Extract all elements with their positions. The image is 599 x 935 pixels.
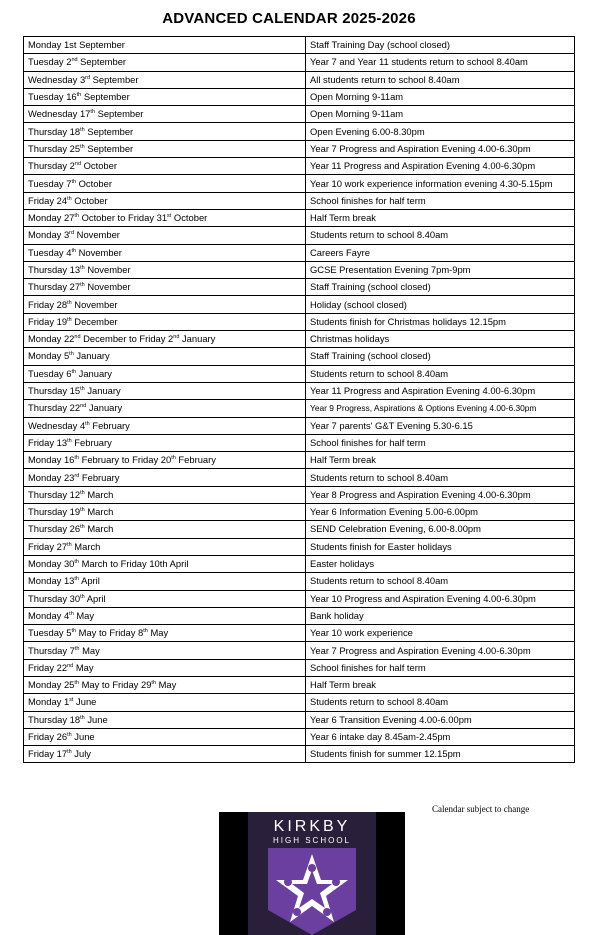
event-cell: Year 7 Progress and Aspiration Evening 4.00-6.30pm bbox=[306, 642, 575, 659]
event-cell: Year 10 Progress and Aspiration Evening 4.00-6.30pm bbox=[306, 590, 575, 607]
table-row bbox=[24, 209, 575, 226]
date-cell: Tuesday 2nd September bbox=[24, 54, 306, 71]
logo-school-subtitle: HIGH SCHOOL bbox=[272, 836, 351, 845]
date-cell: Wednesday 3rd September bbox=[24, 71, 306, 88]
event-cell: SEND Celebration Evening, 6.00-8.00pm bbox=[306, 521, 575, 538]
table-row bbox=[24, 746, 575, 763]
date-cell: Thursday 22nd January bbox=[24, 400, 306, 417]
event-cell: Students finish for Christmas holidays 12.15pm bbox=[306, 313, 575, 330]
date-cell: Thursday 25th September bbox=[24, 140, 306, 157]
event-cell: School finishes for half term bbox=[306, 659, 575, 676]
date-cell: Thursday 19th March bbox=[24, 504, 306, 521]
date-cell: Thursday 18th September bbox=[24, 123, 306, 140]
event-cell: School finishes for half term bbox=[306, 192, 575, 209]
date-cell: Tuesday 16th September bbox=[24, 88, 306, 105]
date-cell: Monday 1st June bbox=[24, 694, 306, 711]
event-cell: Students finish for Easter holidays bbox=[306, 538, 575, 555]
date-cell: Thursday 15th January bbox=[24, 382, 306, 399]
event-cell: Year 6 Information Evening 5.00-6.00pm bbox=[306, 504, 575, 521]
date-cell: Monday 22nd December to Friday 2nd January bbox=[24, 331, 306, 348]
date-cell: Friday 27th March bbox=[24, 538, 306, 555]
table-row bbox=[24, 469, 575, 486]
table-row bbox=[24, 106, 575, 123]
event-cell: Year 9 Progress, Aspirations & Options Evening 4.00-6.30pm bbox=[306, 400, 575, 417]
table-row bbox=[24, 175, 575, 192]
date-cell: Tuesday 7th October bbox=[24, 175, 306, 192]
event-cell: Half Term break bbox=[306, 676, 575, 693]
table-row bbox=[24, 348, 575, 365]
table-row bbox=[24, 504, 575, 521]
event-cell: Half Term break bbox=[306, 452, 575, 469]
table-row bbox=[24, 711, 575, 728]
event-cell: Staff Training (school closed) bbox=[306, 279, 575, 296]
table-row bbox=[24, 71, 575, 88]
table-row bbox=[24, 694, 575, 711]
date-cell: Thursday 13th November bbox=[24, 261, 306, 278]
event-cell: Year 7 and Year 11 students return to school 8.40am bbox=[306, 54, 575, 71]
date-cell: Monday 5th January bbox=[24, 348, 306, 365]
event-cell: Students return to school 8.40am bbox=[306, 227, 575, 244]
date-cell: Friday 17th July bbox=[24, 746, 306, 763]
event-cell: Students finish for summer 12.15pm bbox=[306, 746, 575, 763]
event-cell: Open Evening 6.00-8.30pm bbox=[306, 123, 575, 140]
event-cell: Year 7 Progress and Aspiration Evening 4.00-6.30pm bbox=[306, 140, 575, 157]
event-cell: Year 10 work experience bbox=[306, 625, 575, 642]
date-cell: Tuesday 5th May to Friday 8th May bbox=[24, 625, 306, 642]
calendar-body bbox=[24, 37, 575, 763]
table-row bbox=[24, 452, 575, 469]
event-cell: All students return to school 8.40am bbox=[306, 71, 575, 88]
event-cell: Year 10 work experience information evening 4.30-5.15pm bbox=[306, 175, 575, 192]
date-cell: Thursday 12th March bbox=[24, 486, 306, 503]
date-cell: Monday 23rd February bbox=[24, 469, 306, 486]
date-cell: Monday 4th May bbox=[24, 607, 306, 624]
date-cell: Wednesday 4th February bbox=[24, 417, 306, 434]
table-row bbox=[24, 123, 575, 140]
date-cell: Monday 30th March to Friday 10th April bbox=[24, 555, 306, 572]
table-row bbox=[24, 244, 575, 261]
event-cell: Students return to school 8.40am bbox=[306, 365, 575, 382]
calendar-table bbox=[23, 36, 575, 763]
date-cell: Thursday 2nd October bbox=[24, 158, 306, 175]
table-row bbox=[24, 88, 575, 105]
event-cell: Year 7 parents' G&T Evening 5.30-6.15 bbox=[306, 417, 575, 434]
date-cell: Thursday 7th May bbox=[24, 642, 306, 659]
date-cell: Thursday 26th March bbox=[24, 521, 306, 538]
table-row bbox=[24, 331, 575, 348]
event-cell: School finishes for half term bbox=[306, 434, 575, 451]
table-row bbox=[24, 261, 575, 278]
page-title: ADVANCED CALENDAR 2025-2026 bbox=[162, 10, 416, 27]
date-cell: Thursday 27th November bbox=[24, 279, 306, 296]
table-row bbox=[24, 313, 575, 330]
date-cell: Friday 19th December bbox=[24, 313, 306, 330]
table-row bbox=[24, 590, 575, 607]
table-row bbox=[24, 158, 575, 175]
table-row bbox=[24, 54, 575, 71]
date-cell: Monday 13th April bbox=[24, 573, 306, 590]
table-row bbox=[24, 676, 575, 693]
event-cell: Christmas holidays bbox=[306, 331, 575, 348]
event-cell: Year 11 Progress and Aspiration Evening 4.00-6.30pm bbox=[306, 382, 575, 399]
school-logo bbox=[219, 812, 405, 935]
logo-school-name: KIRKBY bbox=[273, 818, 351, 835]
event-cell: Holiday (school closed) bbox=[306, 296, 575, 313]
event-cell: Year 6 intake day 8.45am-2.45pm bbox=[306, 728, 575, 745]
date-cell: Monday 1st September bbox=[24, 37, 306, 54]
table-row bbox=[24, 555, 575, 572]
date-cell: Thursday 30th April bbox=[24, 590, 306, 607]
date-cell: Friday 26th June bbox=[24, 728, 306, 745]
table-row bbox=[24, 538, 575, 555]
event-cell: Students return to school 8.40am bbox=[306, 573, 575, 590]
table-row bbox=[24, 192, 575, 209]
date-cell: Tuesday 4th November bbox=[24, 244, 306, 261]
event-cell: Easter holidays bbox=[306, 555, 575, 572]
date-cell: Monday 25th May to Friday 29th May bbox=[24, 676, 306, 693]
table-row bbox=[24, 486, 575, 503]
date-cell: Friday 24th October bbox=[24, 192, 306, 209]
date-cell: Friday 22nd May bbox=[24, 659, 306, 676]
event-cell: Bank holiday bbox=[306, 607, 575, 624]
table-row bbox=[24, 625, 575, 642]
table-row bbox=[24, 728, 575, 745]
table-row bbox=[24, 382, 575, 399]
date-cell: Monday 3rd November bbox=[24, 227, 306, 244]
disclaimer-note: Calendar subject to change bbox=[432, 804, 530, 814]
event-cell: Students return to school 8.40am bbox=[306, 469, 575, 486]
date-cell: Tuesday 6th January bbox=[24, 365, 306, 382]
date-cell: Friday 28th November bbox=[24, 296, 306, 313]
event-cell: Half Term break bbox=[306, 209, 575, 226]
event-cell: Students return to school 8.40am bbox=[306, 694, 575, 711]
date-cell: Thursday 18th June bbox=[24, 711, 306, 728]
table-row bbox=[24, 296, 575, 313]
table-row bbox=[24, 573, 575, 590]
event-cell: Year 6 Transition Evening 4.00-6.00pm bbox=[306, 711, 575, 728]
table-row bbox=[24, 417, 575, 434]
table-row bbox=[24, 521, 575, 538]
star-shield-icon bbox=[268, 848, 356, 935]
table-row bbox=[24, 227, 575, 244]
event-cell: GCSE Presentation Evening 7pm-9pm bbox=[306, 261, 575, 278]
table-row bbox=[24, 434, 575, 451]
date-cell: Monday 27th October to Friday 31st October bbox=[24, 209, 306, 226]
table-row bbox=[24, 140, 575, 157]
event-cell: Year 8 Progress and Aspiration Evening 4.00-6.30pm bbox=[306, 486, 575, 503]
table-row bbox=[24, 659, 575, 676]
date-cell: Wednesday 17th September bbox=[24, 106, 306, 123]
table-row bbox=[24, 279, 575, 296]
table-row bbox=[24, 642, 575, 659]
event-cell: Open Morning 9-11am bbox=[306, 88, 575, 105]
date-cell: Monday 16th February to Friday 20th February bbox=[24, 452, 306, 469]
table-row bbox=[24, 37, 575, 54]
event-cell: Careers Fayre bbox=[306, 244, 575, 261]
table-row bbox=[24, 400, 575, 417]
event-cell: Staff Training Day (school closed) bbox=[306, 37, 575, 54]
event-cell: Year 11 Progress and Aspiration Evening 4.00-6.30pm bbox=[306, 158, 575, 175]
event-cell: Staff Training (school closed) bbox=[306, 348, 575, 365]
table-row bbox=[24, 607, 575, 624]
event-cell: Open Morning 9-11am bbox=[306, 106, 575, 123]
table-row bbox=[24, 365, 575, 382]
date-cell: Friday 13th February bbox=[24, 434, 306, 451]
